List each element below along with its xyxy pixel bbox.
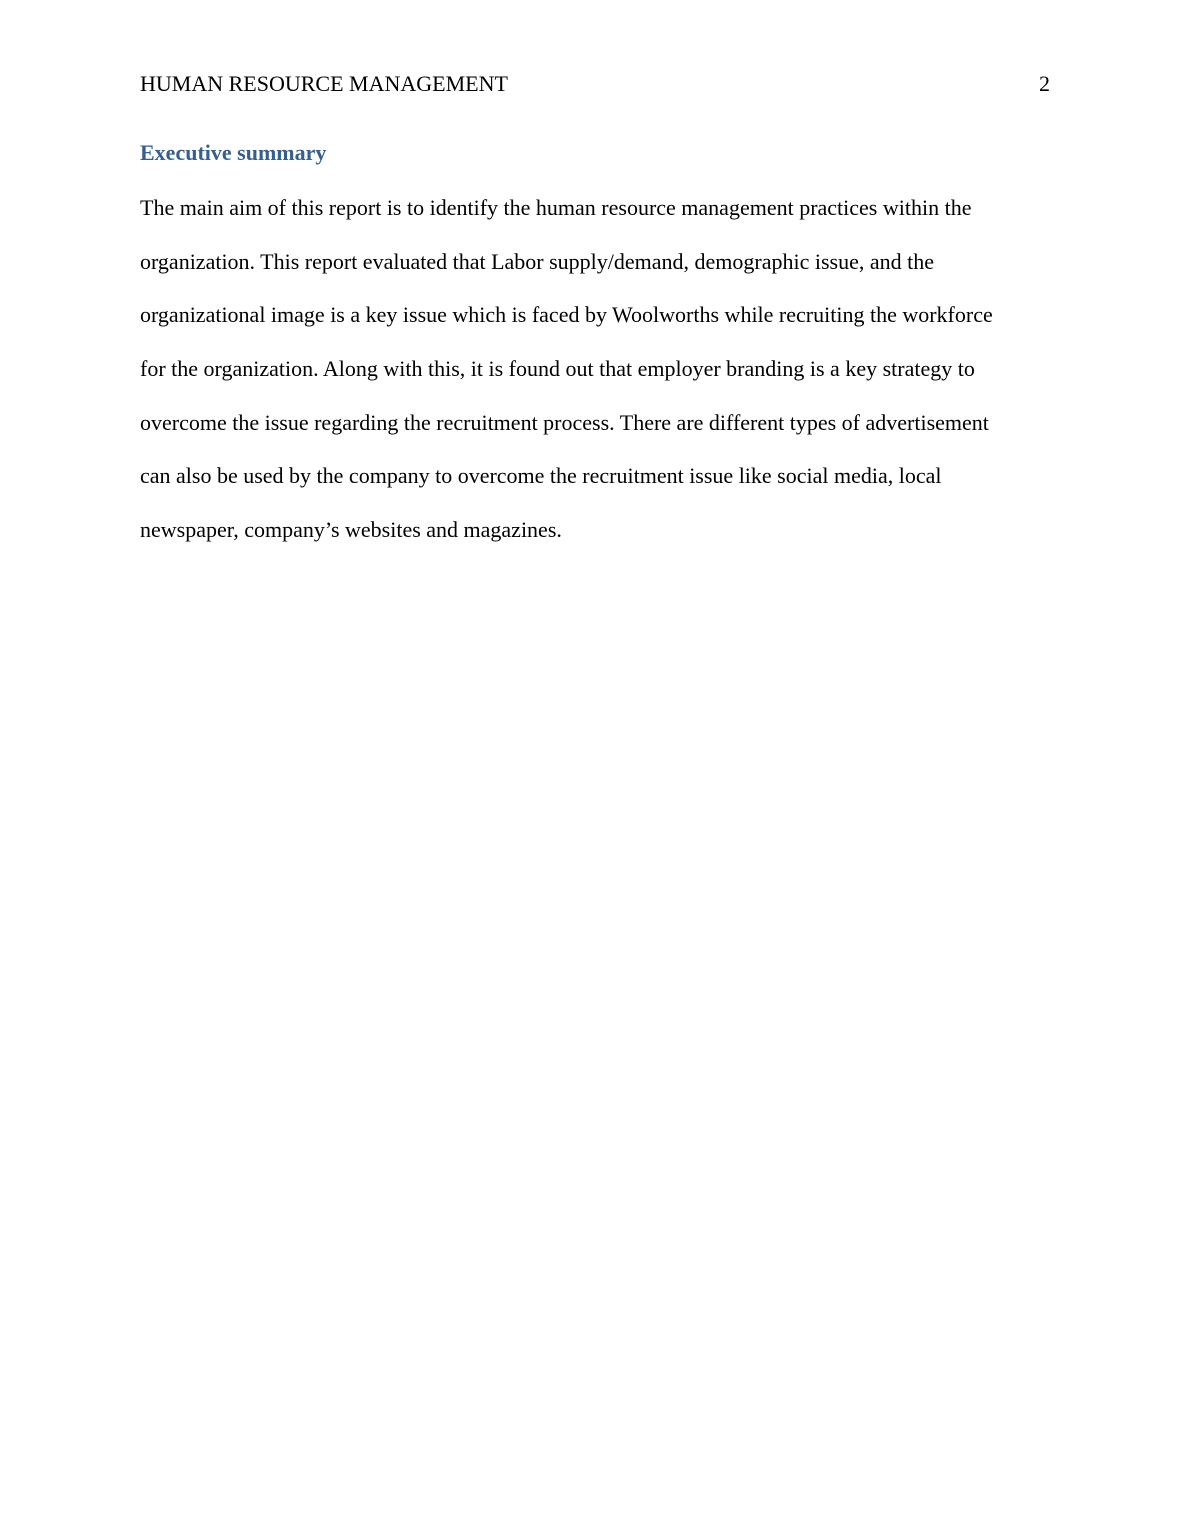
paragraph-line: overcome the issue regarding the recruitment process. There are different types of advertisement — [140, 409, 989, 435]
paragraph-line: can also be used by the company to overcome the recruitment issue like social media, local — [140, 463, 942, 489]
running-head-title: HUMAN RESOURCE MANAGEMENT — [140, 71, 508, 96]
section-heading: Executive summary — [140, 140, 327, 165]
running-head — [140, 70, 1050, 98]
paragraph-line: organizational image is a key issue which is faced by Woolworths while recruiting the workforce — [140, 302, 993, 328]
paragraph-line: newspaper, company’s websites and magazines. — [140, 517, 562, 543]
paragraph-line: organization. This report evaluated that Labor supply/demand, demographic issue, and the — [140, 248, 935, 274]
page-number: 2 — [1039, 71, 1050, 96]
paragraph-line: The main aim of this report is to identify the human resource management practices within the — [140, 195, 972, 220]
paragraph-line: for the organization. Along with this, it is found out that employer branding is a key strategy to — [140, 356, 975, 382]
summary-paragraph — [140, 181, 1070, 557]
